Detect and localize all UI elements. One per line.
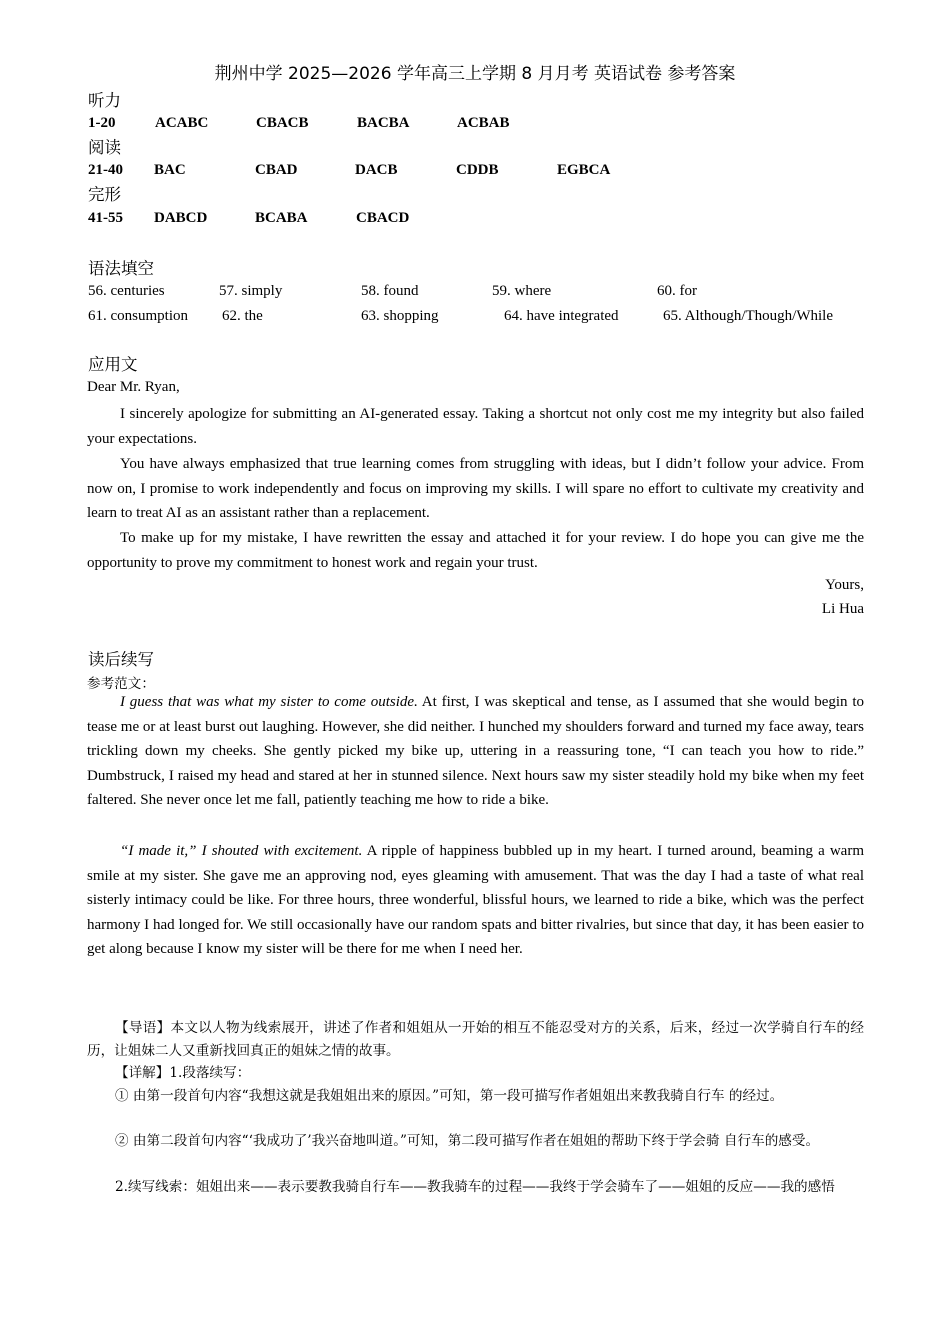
cloze-heading: 完形 bbox=[88, 185, 121, 204]
letter-heading: 应用文 bbox=[88, 355, 138, 374]
continuation-paragraph-1 bbox=[87, 690, 864, 813]
sample-label: 参考范文： bbox=[87, 676, 155, 692]
answer-group: ACABC bbox=[155, 115, 209, 131]
answer-group: CBACB bbox=[256, 115, 309, 131]
letter-paragraph: To make up for my mistake, I have rewritten the essay and attached it for your review. I do hope you can give me the opportunity to prove my commitment to honest work and regain your trust. bbox=[87, 530, 864, 571]
continuation-heading: 读后续写 bbox=[88, 650, 154, 669]
answer-group: DACB bbox=[355, 162, 398, 178]
grammar-answer: 57. simply bbox=[219, 283, 283, 299]
answer-group: EGBCA bbox=[557, 162, 611, 178]
answer-group: BACBA bbox=[357, 115, 410, 131]
paragraph-body: A ripple of happiness bubbled up in my heart. I turned around, beaming a warm smile at my sister. She gave me an approving nod, eyes gleaming with amusement. That was the day I had a taste of what real sisterly intimacy could be like. For three hours, three wonderful, blissful hours, we learned to ride a bike, which was the perfect harmony I had longed for. We still occasionally have our random spats and bitter rivalries, but since that day, it has been easier to get along because I know my sister will be there for me when I need her. bbox=[87, 843, 864, 958]
analysis-detail: 【详解】1.段落续写： bbox=[115, 1065, 251, 1081]
analysis-point-2: ② 由第二段首句内容“‘我成功了’我兴奋地叫道。”可知，第二段可描写作者在姐姐的帮助下终于学会骑 自行车的感受。 bbox=[115, 1133, 820, 1149]
grammar-heading: 语法填空 bbox=[88, 259, 154, 278]
grammar-answer: 62. the bbox=[222, 308, 263, 324]
analysis-intro: 【导语】本文以人物为线索展开，讲述了作者和姐姐从一开始的相互不能忍受对方的关系，后来，经过一次学骑自行车的经历，让姐妹二人又重新找回真正的姐妹之情的故事。 bbox=[87, 1020, 864, 1059]
letter-salutation: Dear Mr. Ryan, bbox=[87, 379, 180, 395]
reading-heading: 阅读 bbox=[88, 138, 121, 157]
letter-paragraph: I sincerely apologize for submitting an AI-generated essay. Taking a shortcut not only cost me my integrity but also failed your expectations. bbox=[87, 406, 864, 447]
letter-paragraph: You have always emphasized that true learning comes from struggling with ideas, but I didn’t follow your advice. From now on, I promise to work independently and focus on improving my skills. I will spare no effort to cultivate my creativity and learn to treat AI as an assistant rather than a replacement. bbox=[87, 456, 864, 522]
answer-group: DABCD bbox=[154, 210, 208, 226]
cloze-range: 41-55 bbox=[88, 210, 123, 226]
grammar-answer: 65. Although/Though/While bbox=[663, 308, 833, 324]
listening-range: 1-20 bbox=[88, 115, 116, 131]
grammar-answer: 56. centuries bbox=[88, 283, 165, 299]
grammar-answer: 59. where bbox=[492, 283, 552, 299]
grammar-answer: 63. shopping bbox=[361, 308, 439, 324]
answer-group: BAC bbox=[154, 162, 186, 178]
reading-range: 21-40 bbox=[88, 162, 123, 178]
answer-group: BCABA bbox=[255, 210, 308, 226]
listening-heading: 听力 bbox=[88, 91, 121, 110]
grammar-answer: 60. for bbox=[657, 283, 697, 299]
answer-group: CBAD bbox=[255, 162, 298, 178]
answer-group: ACBAB bbox=[457, 115, 510, 131]
continuation-paragraph-2 bbox=[87, 839, 864, 962]
grammar-answer: 61. consumption bbox=[88, 308, 188, 324]
answer-group: CDDB bbox=[456, 162, 499, 178]
paragraph-body: At first, I was skeptical and tense, as I assumed that she would begin to tease me or at least burst out laughing. However, she did neither. I hunched my shoulders forward and turned my face away, tears trickling down my cheeks. She gently picked my bike up, uttering in a reassuring tone, “I can teach you how to ride.” Dumbstruck, I raised my head and stared at her in stunned silence. Next hours saw my sister steadily hold my bike when my feet faltered. She never once let me fall, patiently teaching me how to ride a bike. bbox=[87, 694, 864, 809]
analysis-point-1: ① 由第一段首句内容“我想这就是我姐姐出来的原因。”可知，第一段可描写作者姐姐出来教我骑自行车 的经过。 bbox=[115, 1088, 784, 1104]
answer-group: CBACD bbox=[356, 210, 410, 226]
analysis-clues: 2.续写线索：姐姐出来——表示要教我骑自行车——教我骑车的过程——我终于学会骑车了——姐姐的反应——我的感悟 bbox=[115, 1179, 835, 1195]
paragraph-lead-sentence: I guess that was what my sister to come outside. bbox=[120, 694, 418, 710]
paragraph-lead-sentence: “I made it,” I shouted with excitement. bbox=[120, 843, 363, 859]
letter-closing: Yours, bbox=[825, 577, 864, 593]
letter-signature: Li Hua bbox=[821, 601, 864, 617]
grammar-answer: 58. found bbox=[361, 283, 419, 299]
page-title: 荆州中学 2025—2026 学年高三上学期 8 月月考 英语试卷 参考答案 bbox=[214, 64, 736, 84]
grammar-answer: 64. have integrated bbox=[504, 308, 619, 324]
